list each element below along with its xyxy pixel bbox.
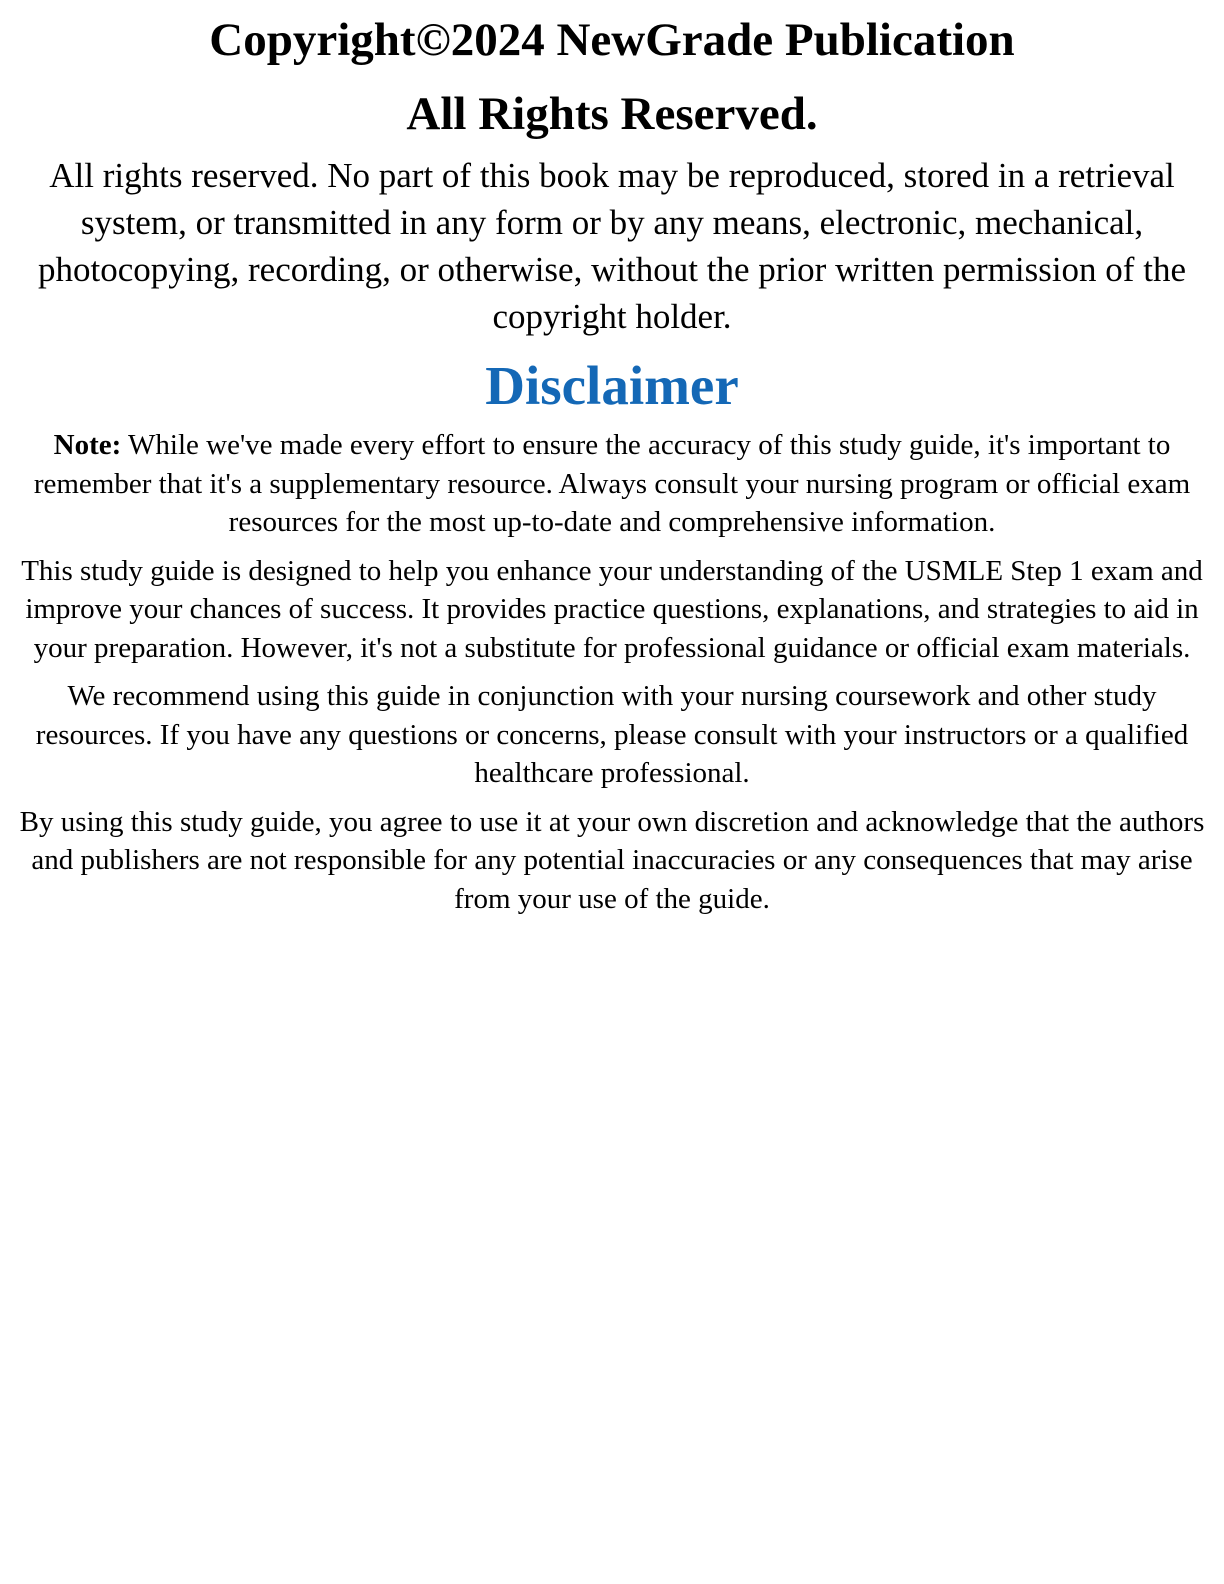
- rights-reserved-heading: All Rights Reserved.: [406, 88, 818, 140]
- disclaimer-paragraph-agreement: By using this study guide, you agree to use it at your own discretion and acknowledge that the authors and publishers are not responsible for any potential inaccuracies or any consequences that may arise from your use of the guide.: [19, 805, 1205, 915]
- disclaimer-paragraph-purpose: This study guide is designed to help you enhance your understanding of the USMLE Step 1 exam and improve your chances of success. It provides practice questions, explanations, and strategies to aid in your preparation. However, it's not a substitute for professional guidance or official exam materials.: [21, 554, 1203, 664]
- note-text: While we've made every effort to ensure the accuracy of this study guide, it's important to remember that it's a supplementary resource. Always consult your nursing program or official exam resources for the most up-to-date and comprehensive information.: [33, 429, 1191, 538]
- disclaimer-heading: Disclaimer: [485, 355, 739, 416]
- disclaimer-paragraph-recommendation: We recommend using this guide in conjunction with your nursing coursework and other study resources. If you have any questions or concerns, please consult with your instructors or a qualified healthcare professional.: [35, 680, 1189, 789]
- copyright-heading: Copyright©2024 NewGrade Publication: [209, 14, 1015, 66]
- disclaimer-note-paragraph: [14, 426, 1210, 542]
- note-label: Note:: [53, 429, 122, 461]
- rights-notice-paragraph: All rights reserved. No part of this book may be reproduced, stored in a retrieval system, or transmitted in any form or by any means, electronic, mechanical, photocopying, recording, or otherwise, without the prior written permission of the copyright holder.: [38, 156, 1186, 336]
